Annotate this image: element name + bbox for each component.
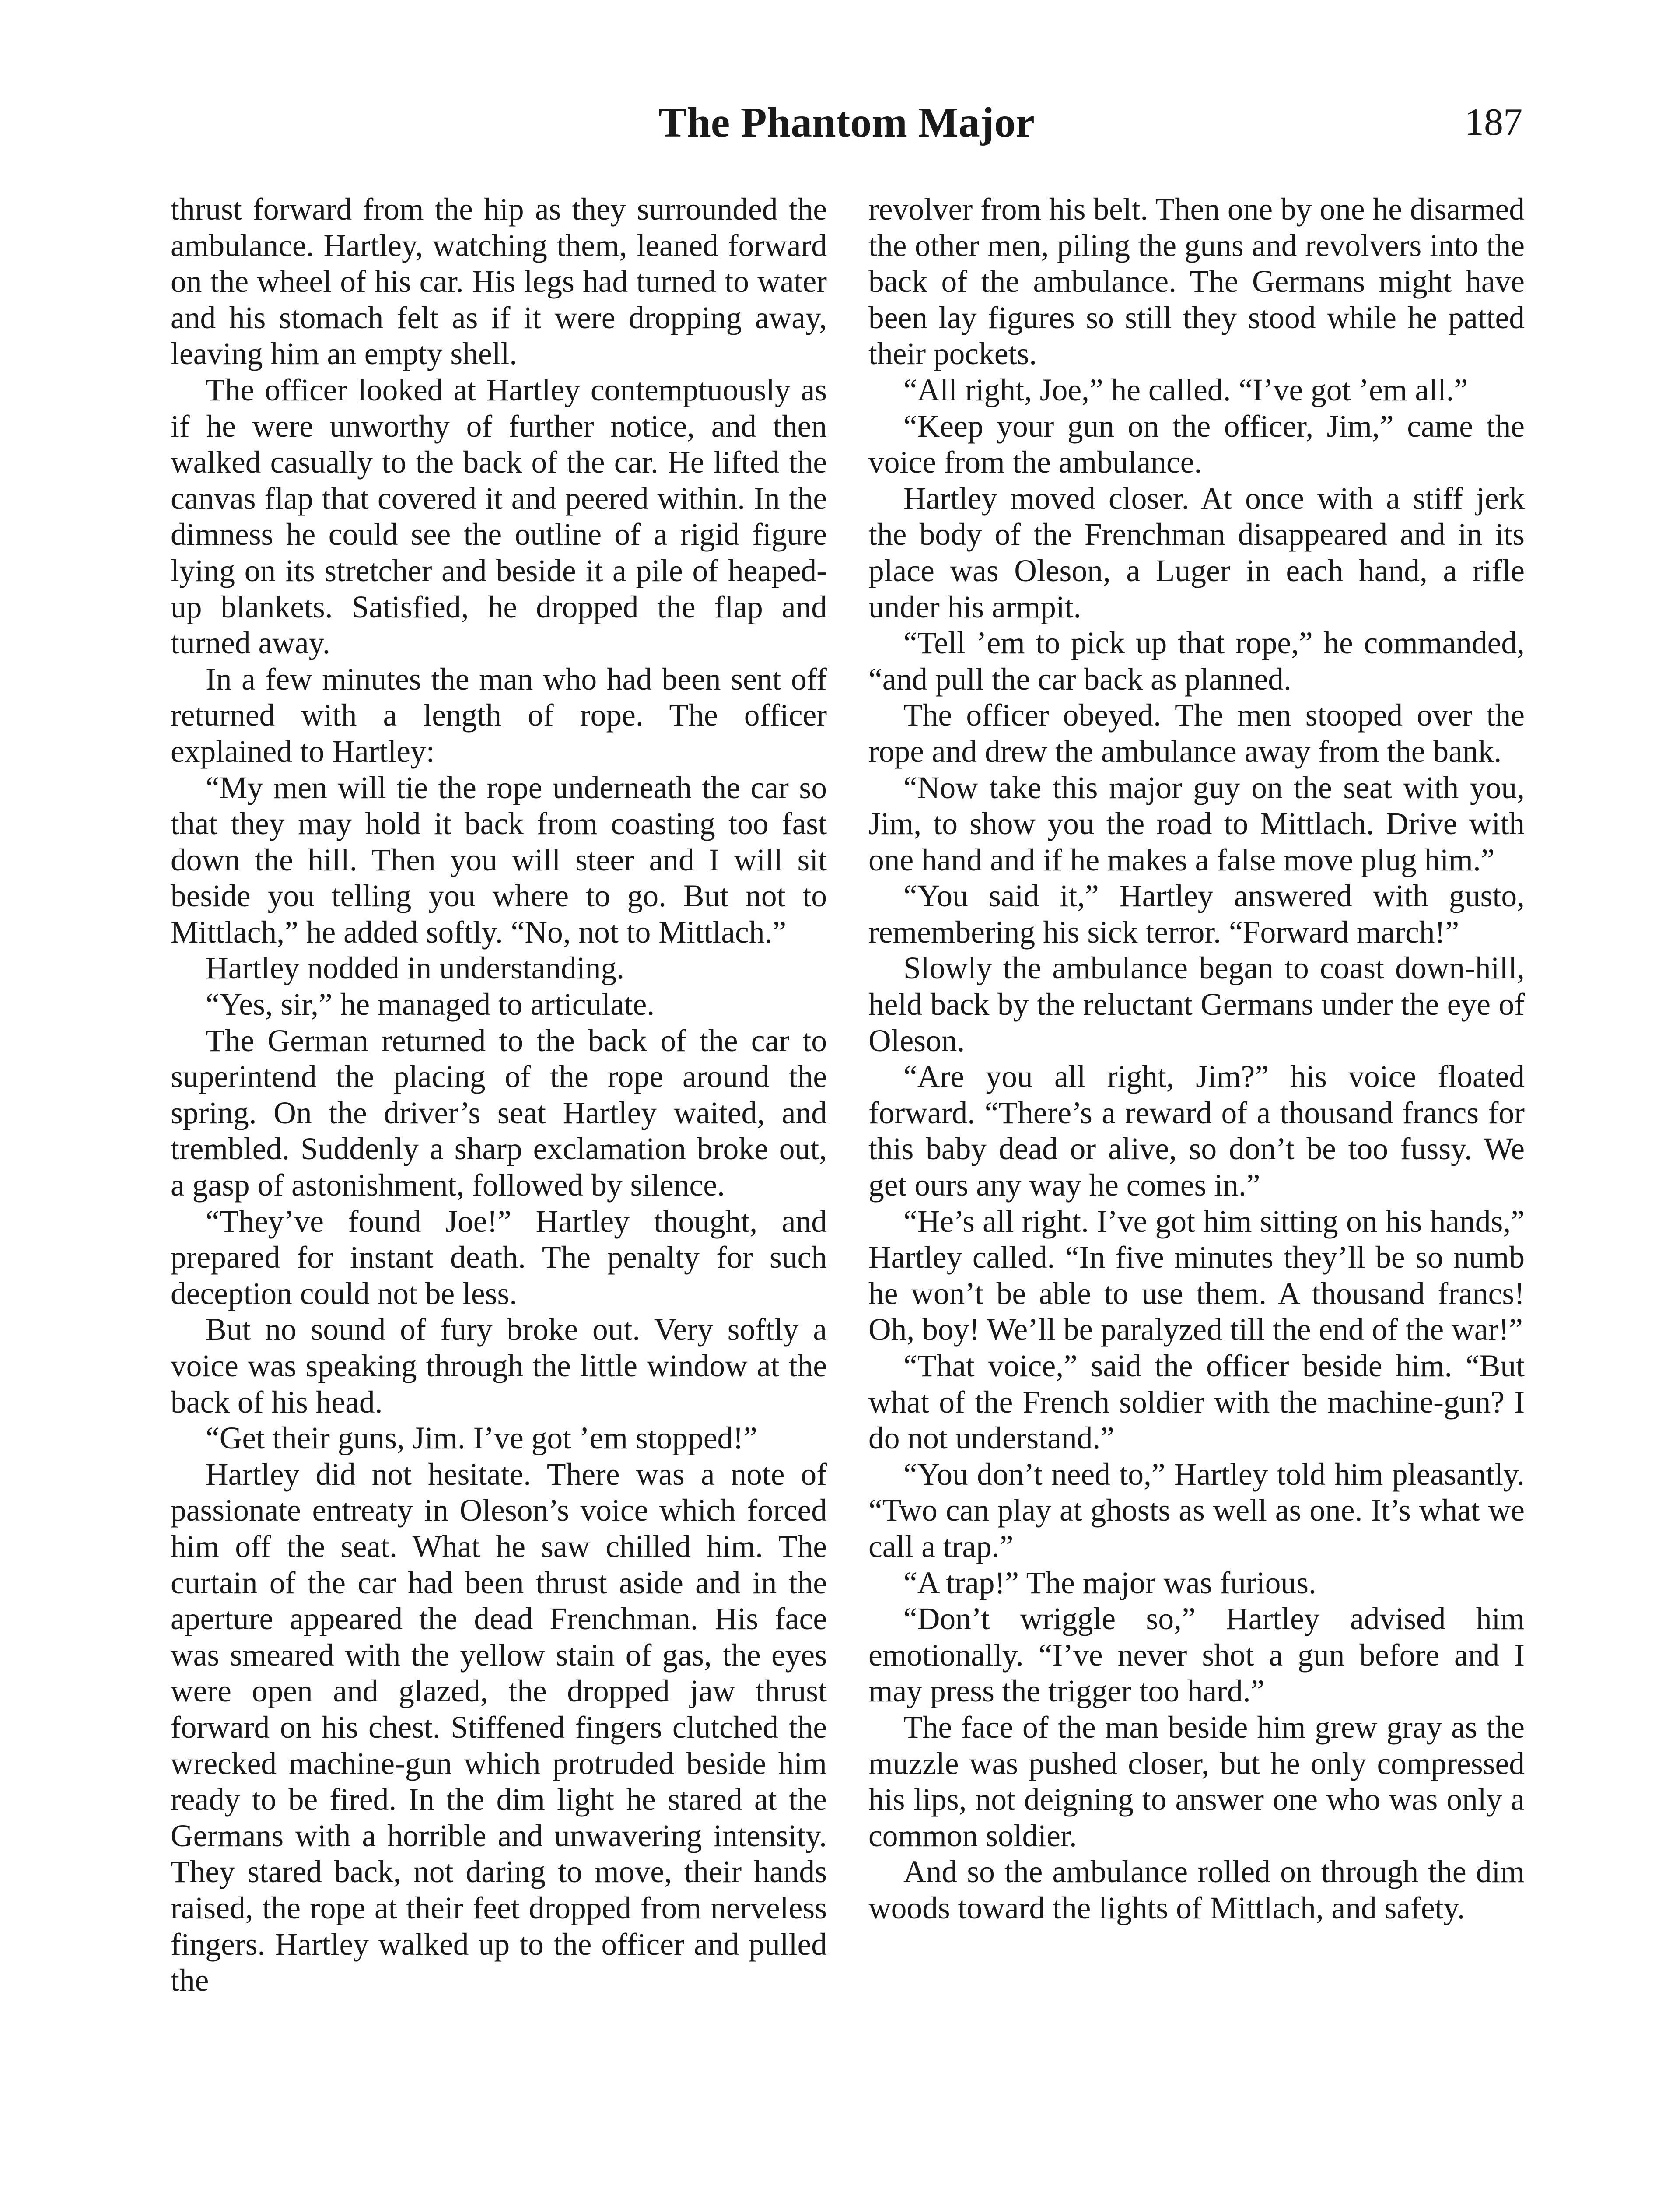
paragraph: “He’s all right. I’ve got him sitting on his hands,” Hartley called. “In five minutes they’ll be so numb he won’t be able to use them. A thousand francs! Oh, boy! We’ll be paralyzed till the end of the war!”	[868, 1204, 1525, 1347]
page-number: 187	[1465, 101, 1522, 144]
running-head	[171, 94, 1522, 151]
paragraph: “My men will tie the rope underneath the car so that they may hold it back from coasting too fast down the hill. Then you will steer and I will sit beside you telling you where to go. But not to Mittlach,” he added softly. “No, not to Mittlach.”	[171, 770, 827, 950]
paragraph: “That voice,” said the officer beside him. “But what of the French soldier with the machine-gun? I do not understand.”	[868, 1349, 1525, 1456]
paragraph: revolver from his belt. Then one by one he disarmed the other men, piling the guns and revolvers into the back of the ambulance. The Germans might have been lay figures so still they stood while he patted their pockets.	[868, 192, 1525, 372]
paragraph: “Now take this major guy on the seat with you, Jim, to show you the road to Mittlach. Drive with one hand and if he makes a false move plug him.”	[868, 770, 1525, 877]
paragraph: thrust forward from the hip as they surrounded the ambulance. Hartley, watching them, leaned forward on the wheel of his car. His legs had turned to water and his stomach felt as if it were dropping away, leaving him an empty shell.	[171, 192, 827, 372]
paragraph: The officer looked at Hartley contemptuously as if he were unworthy of further notice, and then walked casually to the back of the car. He lifted the canvas flap that covered it and peered within. In the dimness he could see the outline of a rigid figure lying on its stretcher and beside it a pile of heaped-up blankets. Satisfied, he dropped the flap and turned away.	[171, 372, 827, 661]
paragraph: Hartley nodded in understanding.	[206, 951, 625, 986]
paragraph: “You don’t need to,” Hartley told him pleasantly. “Two can play at ghosts as well as one. It’s what we call a trap.”	[868, 1457, 1525, 1564]
paragraph: Hartley did not hesitate. There was a note of passionate entreaty in Oleson’s voice which forced him off the seat. What he saw chilled him. The curtain of the car had been thrust aside and in the aperture appeared the dead Frenchman. His face was smeared with the yellow stain of gas, the eyes were open and glazed, the dropped jaw thrust forward on his chest. Stiffened fingers clutched the wrecked machine-gun which protruded beside him ready to be fired. In the dim light he stared at the Germans with a horrible and unwavering intensity. They stared back, not daring to move, their hands raised, the rope at their feet dropped from nerveless fingers. Hartley walked up to the officer and pulled the	[171, 1457, 827, 1998]
right-text-column	[868, 192, 1525, 1927]
paragraph: “Get their guns, Jim. I’ve got ’em stopped!”	[206, 1421, 757, 1456]
paragraph: “Yes, sir,” he managed to articulate.	[206, 987, 655, 1022]
paragraph: But no sound of fury broke out. Very softly a voice was speaking through the little window at the back of his head.	[171, 1312, 827, 1420]
paragraph: The officer obeyed. The men stooped over the rope and drew the ambulance away from the bank.	[868, 698, 1525, 769]
page-title: The Phantom Major	[658, 99, 1035, 146]
paragraph: The face of the man beside him grew gray as the muzzle was pushed closer, but he only compressed his lips, not deigning to answer one who was only a common soldier.	[868, 1710, 1525, 1853]
paragraph: Hartley moved closer. At once with a stiff jerk the body of the Frenchman disappeared and in its place was Oleson, a Luger in each hand, a rifle under his armpit.	[868, 481, 1525, 624]
paragraph: Slowly the ambulance began to coast down-hill, held back by the reluctant Germans under the eye of Oleson.	[868, 951, 1525, 1058]
paragraph: “A trap!” The major was furious.	[903, 1565, 1316, 1600]
paragraph: In a few minutes the man who had been sent off returned with a length of rope. The officer explained to Hartley:	[171, 662, 827, 769]
paragraph: “Keep your gun on the officer, Jim,” came the voice from the ambulance.	[868, 409, 1525, 480]
paragraph: The German returned to the back of the car to superintend the placing of the rope around the spring. On the driver’s seat Hartley waited, and trembled. Suddenly a sharp exclamation broke out, a gasp of astonishment, followed by silence.	[171, 1023, 827, 1203]
paragraph: And so the ambulance rolled on through the dim woods toward the lights of Mittlach, and safety.	[868, 1855, 1525, 1925]
paragraph: “Are you all right, Jim?” his voice floated forward. “There’s a reward of a thousand francs for this baby dead or alive, so don’t be too fussy. We get ours any way he comes in.”	[868, 1059, 1525, 1203]
paragraph: “Tell ’em to pick up that rope,” he commanded, “and pull the car back as planned.	[868, 626, 1525, 697]
left-text-column	[171, 192, 827, 1999]
paragraph: “You said it,” Hartley answered with gusto, remembering his sick terror. “Forward march!”	[868, 879, 1525, 950]
paragraph: “They’ve found Joe!” Hartley thought, and prepared for instant death. The penalty for such deception could not be less.	[171, 1204, 827, 1311]
paragraph: “Don’t wriggle so,” Hartley advised him emotionally. “I’ve never shot a gun before and I may press the trigger too hard.”	[868, 1602, 1525, 1709]
paragraph: “All right, Joe,” he called. “I’ve got ’em all.”	[903, 372, 1468, 407]
